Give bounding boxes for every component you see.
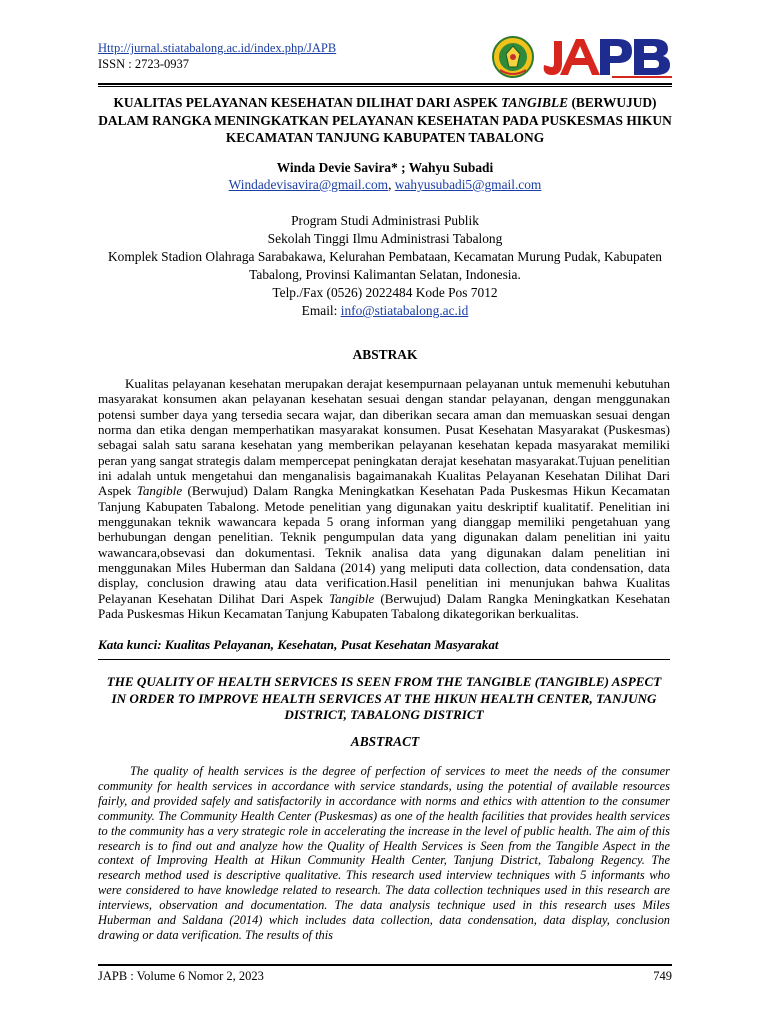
english-title: THE QUALITY OF HEALTH SERVICES IS SEEN FROM THE TANGIBLE (TANGIBLE) ASPECT IN ORDER TO IMPROVE HEALTH SERVICES AT THE HIKUN HEALTH CENTER, TANJUNG DISTRICT, TABALONG DISTRICT — [106, 674, 662, 722]
section-separator — [98, 659, 670, 660]
journal-header — [98, 41, 672, 81]
journal-url-link[interactable]: Http://jurnal.stiatabalong.ac.id/index.php/JAPB — [98, 41, 337, 55]
abstrak-heading: ABSTRAK — [352, 347, 418, 362]
author-email-link-1[interactable]: Windadevisavira@gmail.com — [228, 177, 389, 192]
japb-journal-logo — [538, 35, 674, 79]
page-number: 749 — [653, 969, 672, 983]
abstract-body: The quality of health services is the degree of perfection of services to meet the needs of the consumer community for health services in accordance with service standards, using the potential of available resources fairly, and provided safely and satisfactorily in accordance with norms and ethics with attention to the consumer community. The Community Health Center (Puskesmas) as one of the health facilities that provides health services to the community has a very strategic role in accelerating the increase in the level of public health. The aim of this research is to find out and analyze how the Quality of Health Services is Seen from the Tangible Aspect in the context of Improving Health at Hikun Community Health Center, Tanjung District, Tabalong Regency. The research method used is descriptive qualitative. This research used interview techniques with 5 informants who were considered to have knowledge related to research. The data collection techniques used in this research are interviews, observation and documentation. The data analysis technique used in this research uses Miles Huberman and Saldana (2014) which includes data collection, data condensation, data display, conclusion drawing or data verification. The results of this — [98, 764, 670, 942]
header-rule-thin — [98, 86, 672, 87]
affiliation-block: Program Studi Administrasi Publik Sekolah Tinggi Ilmu Administrasi Tabalong Komplek Stadion Olahraga Sarabakawa, Kelurahan Pembataan, Kecamatan Murung Pudak, Kabupaten Tabalong, Provinsi Kalimantan Selatan, Indonesia. Telp./Fax (0526) 2022484 Kode Pos 7012 Email: info@stiatabalong.ac.id — [107, 213, 663, 318]
footer-journal-volume: JAPB : Volume 6 Nomor 2, 2023 — [98, 969, 264, 983]
paper-title: KUALITAS PELAYANAN KESEHATAN DILIHAT DARI ASPEK TANGIBLE (BERWUJUD) DALAM RANGKA MENINGKATKAN PELAYANAN KESEHATAN PADA PUSKESMAS HIKUN KECAMATAN TANJUNG KABUPATEN TABALONG — [98, 95, 672, 145]
keywords-line: Kata kunci: Kualitas Pelayanan, Kesehatan, Pusat Kesehatan Masyarakat — [98, 637, 499, 652]
author-names: Winda Devie Savira* ; Wahyu Subadi — [276, 160, 494, 175]
issn-label: ISSN : 2723-0937 — [98, 57, 189, 71]
header-rule — [98, 83, 672, 85]
abstrak-body: Kualitas pelayanan kesehatan merupakan derajat kesempurnaan pelayanan untuk memenuhi kebutuhan masyarakat konsumen akan pelayanan kesehatan sesuai dengan standar pelayanan, dengan menggunakan potensi sumber daya yang tersedia secara wajar, dan diberikan secara aman dan memuaskan sesuai dengan norma dan etika dengan memperhatikan masyarakat konsumen. Pusat Kesehatan Masyarakat (Puskesmas) sebagai salah satu sarana kesehatan yang memberikan pelayanan kesehatan kepada masyarakat memiliki peran yang sangat strategis dalam mempercepat peningkatan derajat kesehatan masyarakat.Tujuan penelitian ini adalah untuk mengetahui dan menganalisis bagaimanakah Kualitas Pelayanan Kesehatan Dilihat Dari Aspek Tangible (Berwujud) Dalam Rangka Meningkatkan Kesehatan Pada Puskesmas Hikun Kecamatan Tanjung Kabupaten Tabalong. Metode penelitian yang digunakan yaitu deskriptif kualitatif. Penelitian ini menggunakan teknik wawancara kepada 5 orang informan yang dianggap memiliki pengetahuan yang berhubungan dengan penelitian. Teknik pengumpulan data yang digunakan dalam penelitian ini yaitu wawancara,obsevasi dan dokumentasi. Teknik analisa data yang digunakan dalam penelitian ini menggunakan Miles Huberman dan Saldana (2014) yang meliputi data collection, data condensation, data display, conclusion drawing atau data verification.Hasil penelitian ini menunjukan bahwa Kualitas Pelayanan Kesehatan Dilihat Dari Aspek Tangible (Berwujud) Dalam Rangka Meningkatkan Kesehatan Pada Puskesmas Hikun Kecamatan Tanjung Kabupaten Tabalong dikategorikan berkualitas. — [98, 376, 670, 622]
author-email-link-2[interactable]: wahyusubadi5@gmail.com — [394, 177, 542, 192]
abstract-heading: ABSTRACT — [350, 734, 420, 749]
footer-rule — [98, 964, 672, 966]
author-emails: Windadevisavira@gmail.com, wahyusubadi5@gmail.com — [228, 177, 542, 192]
institution-seal-logo — [492, 34, 534, 80]
institution-email-link[interactable]: info@stiatabalong.ac.id — [340, 303, 469, 318]
